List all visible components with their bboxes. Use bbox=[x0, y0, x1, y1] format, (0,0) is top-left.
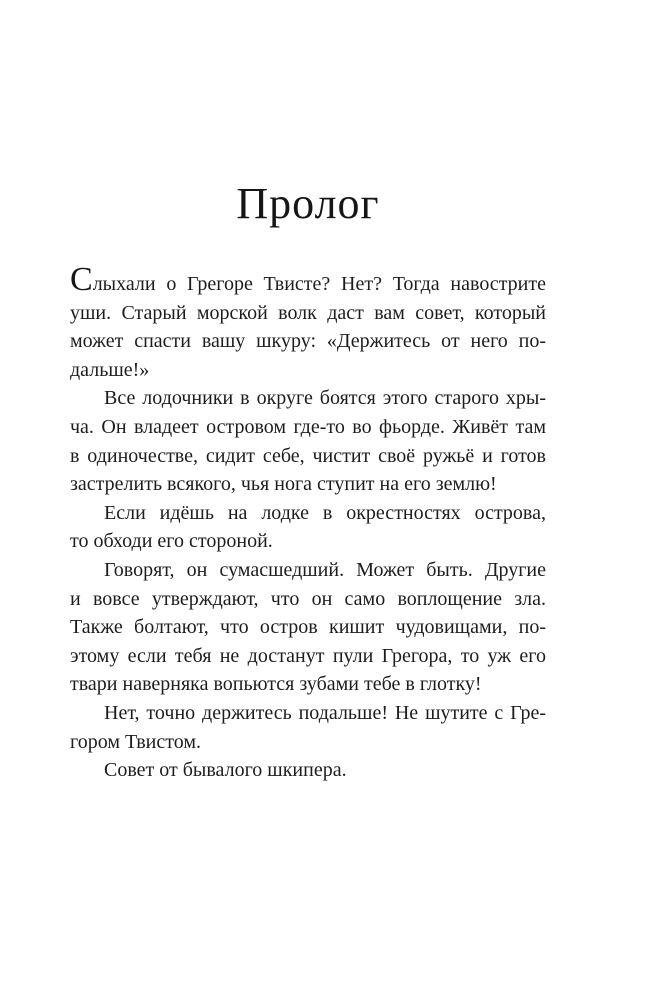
text-line: застрелить всякого, чья нога ступит на его землю! bbox=[70, 473, 497, 496]
text-line: уши. Старый морской волк даст вам совет, который bbox=[70, 301, 546, 324]
paragraph bbox=[70, 556, 546, 699]
text-line: может спасти вашу шкуру: «Держитесь от него по- bbox=[70, 330, 546, 353]
text-line: дальше!» bbox=[70, 358, 150, 381]
paragraph bbox=[70, 699, 546, 756]
text-line: Нет, точно держитесь подальше! Не шутите с Гре- bbox=[104, 701, 546, 724]
paragraph bbox=[70, 384, 546, 498]
paragraph bbox=[70, 499, 546, 556]
text-line: то обходи его стороной. bbox=[70, 530, 273, 553]
text-line: ча. Он владеет островом где-то во фьорде. Живёт там bbox=[70, 415, 546, 438]
text-line: твари наверняка вопьются зубами тебе в глотку! bbox=[70, 673, 482, 696]
text-line: Говорят, он сумасшедший. Может быть. Другие bbox=[104, 558, 546, 581]
drop-cap-initial: С bbox=[70, 261, 93, 298]
body-text bbox=[70, 261, 546, 785]
text-line: Если идёшь на лодке в окрестностях острова, bbox=[104, 501, 546, 524]
text-line: в одиночестве, сидит себе, чистит своё ружьё и готов bbox=[70, 444, 546, 467]
text-line: Совет от бывалого шкипера. bbox=[104, 759, 347, 782]
text-line: и вовсе утверждают, что он само воплощение зла. bbox=[70, 587, 546, 610]
chapter-title: Пролог bbox=[236, 179, 380, 228]
text-line: гором Твистом. bbox=[70, 730, 201, 753]
text-line: Слыхали о Грегоре Твисте? Нет? Тогда навострите bbox=[70, 261, 546, 298]
text-line: Также болтают, что остров кишит чудовищами, по- bbox=[70, 616, 546, 639]
text-line: Все лодочники в округе боятся этого старого хры- bbox=[104, 387, 546, 410]
text-line: этому если тебя не достанут пули Грегора, то уж его bbox=[70, 644, 546, 667]
paragraph bbox=[70, 756, 546, 785]
paragraph bbox=[70, 261, 546, 384]
